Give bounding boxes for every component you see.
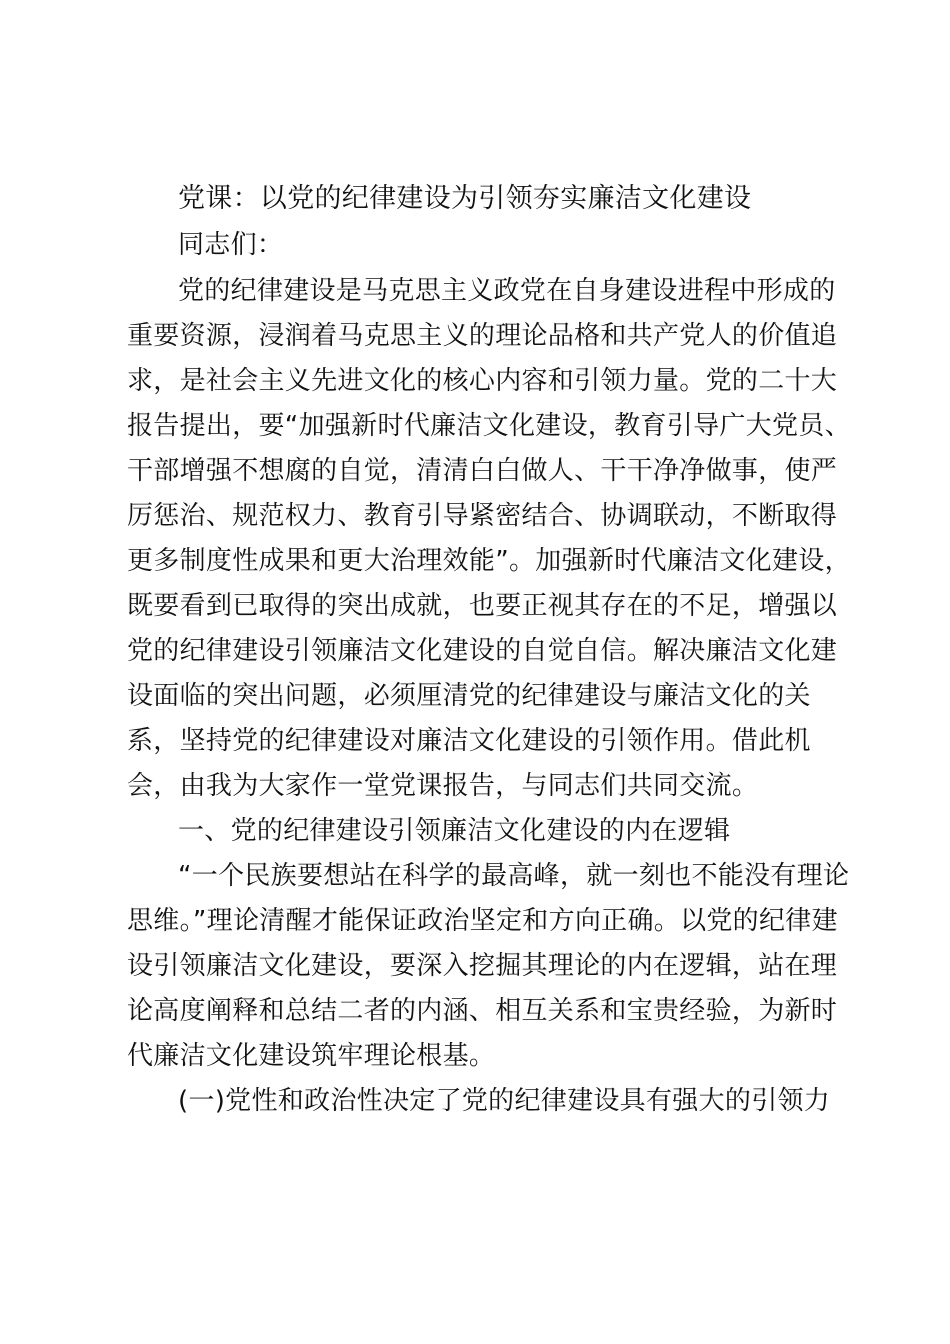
paragraph-2-line: 代廉洁文化建设筑牢理论根基。 [127,1041,496,1071]
paragraph-1-line: 系，坚持党的纪律建设对廉洁文化建设的引领作用。借此机 [127,726,811,756]
paragraph-1-line: 党的纪律建设引领廉洁文化建设的自觉自信。解决廉洁文化建 [127,636,838,666]
salutation: 同志们： [178,230,284,260]
section-heading: 一、党的纪律建设引领廉洁文化建设的内在逻辑 [178,816,731,846]
paragraph-1-line: 会，由我为大家作一堂党课报告，与同志们共同交流。 [127,771,759,801]
document-title: 党课：以党的纪律建设为引领夯实廉洁文化建设 [178,183,752,214]
paragraph-1-line: 既要看到已取得的突出成就，也要正视其存在的不足，增强以 [127,591,838,621]
paragraph-1-line: 报告提出，要“加强新时代廉洁文化建设，教育引导广大党员、 [127,411,851,441]
paragraph-1-line: 设面临的突出问题，必须厘清党的纪律建设与廉洁文化的关 [127,681,811,711]
paragraph-2-line: 设引领廉洁文化建设，要深入挖掘其理论的内在逻辑，站在理 [127,951,838,981]
paragraph-1-line: 干部增强不想腐的自觉，清清白白做人、干干净净做事，使严 [127,456,838,486]
subsection-heading: (一)党性和政治性决定了党的纪律建设具有强大的引领力 [178,1086,831,1116]
paragraph-1-line: 厉惩治、规范权力、教育引导紧密结合、协调联动，不断取得 [127,501,838,531]
paragraph-1-line: 党的纪律建设是马克思主义政党在自身建设进程中形成的 [178,276,836,306]
paragraph-1-line: 求，是社会主义先进文化的核心内容和引领力量。党的二十大 [127,366,838,396]
paragraph-2-line: “一个民族要想站在科学的最高峰，就一刻也不能没有理论 [178,861,850,891]
paragraph-2-line: 论高度阐释和总结二者的内涵、相互关系和宝贵经验，为新时 [127,996,838,1026]
paragraph-2-line: 思维。”理论清醒才能保证政治坚定和方向正确。以党的纪律建 [127,906,838,936]
paragraph-1-line: 重要资源，浸润着马克思主义的理论品格和共产党人的价值追 [127,321,838,351]
paragraph-1-line: 更多制度性成果和更大治理效能”。加强新时代廉洁文化建设， [127,546,851,576]
